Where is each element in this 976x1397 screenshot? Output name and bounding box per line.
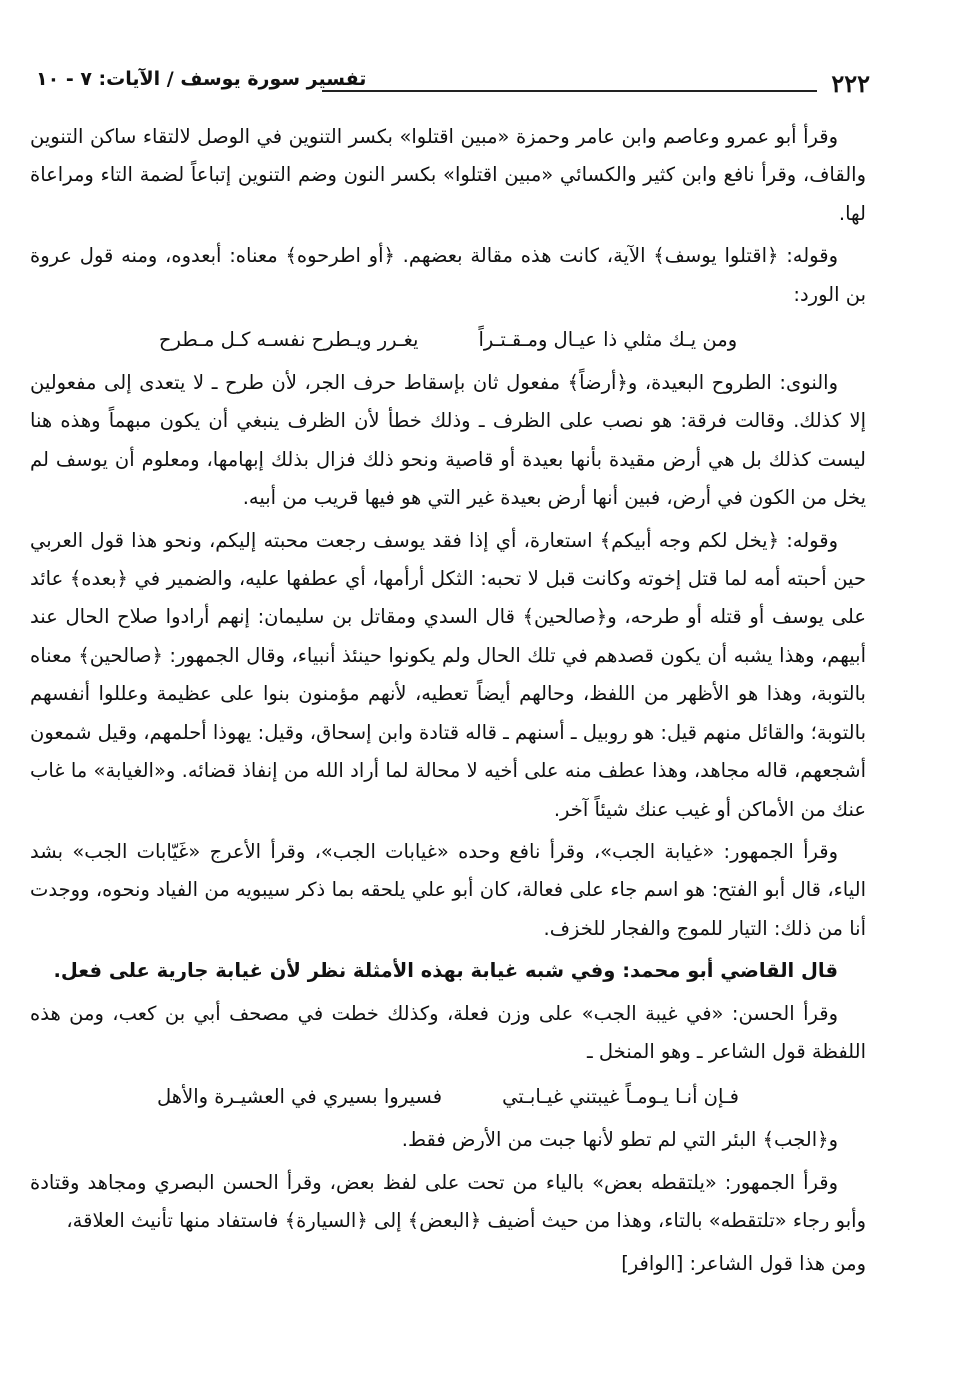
header-rule (322, 90, 817, 92)
paragraph-readings-mubin: وقرأ أبو عمرو وعاصم وابن عامر وحمزة «مبين اقتلوا» بكسر التنوين في الوصل لالتقاء ساكن التنوين والقاف، وقرأ نافع وابن كثير والكسائي «مبين اقتلوا» بكسر النون وضم التنوين إتباعاً لضمة التاء ومراعاة لها. (30, 125, 866, 225)
running-title: تفسير سورة يوسف / الآيات: ٧ - ١٠ (36, 68, 367, 90)
paragraph-al-hasan-reading: وقرأ الحسن: «في غيبة الجب» على وزن فعلة، وكذلك خطت في مصحف أبي بن كعب، ومن هذه اللفظة قول الشاعر ـ وهو المنخل ـ (30, 1001, 866, 1063)
paragraph-qadi-abu-muhammad: قال القاضي أبو محمد: وفي شبه غيابة بهذه الأمثلة نظر لأن غيابة جارية على فعل. (53, 959, 838, 983)
verse-urwa (30, 320, 866, 360)
verse-munakhkhal (30, 1077, 866, 1117)
verse-second-hemistich: فسيروا بسيري في العشيـرة والأهل (157, 1085, 443, 1109)
paragraph-yaltaqithu: وقرأ الجمهور: «يلتقطه بعض» بالياء من تحت على لفظ بعض، وقرأ الحسن البصري ومجاهد وقتادة وأبو رجاء «تلتقطه» بالتاء، وهذا من حيث أضيف ﴿البعض﴾ إلى ﴿السيارة﴾ فاستفاد منها تأنيث العلاقة، (30, 1170, 866, 1233)
verse-second-hemistich: يغـرر ويـطرح نفسـه كـل مـطرح (158, 328, 419, 352)
paragraph-uqtulu-yusuf: وقوله: ﴿اقتلوا يوسف﴾ الآية، كانت هذه مقالة بعضهم. ﴿أو اطرحوه﴾ معناه: أبعدوه، ومنه قول عروة بن الورد: (30, 244, 866, 306)
verse-first-hemistich: ومن يـك مثلي ذا عيـال ومـقـتـراً (478, 328, 738, 352)
verse-first-hemistich: فـإن أنـا يـومـاً غيبتني غيـابـتي (502, 1085, 739, 1109)
page-number: ٢٢٢ (831, 69, 870, 98)
page-body (30, 118, 866, 1287)
paragraph-ghayabat-al-jubb: وقرأ الجمهور: «غيابة الجب»، وقرأ نافع وحده «غيابات الجب»، وقرأ الأعرج «غَيّابات الجب» بشد الياء، قال أبو الفتح: هو اسم جاء على فعالة، كان أبو علي يلحقه بما ذكر سيبويه من الفياد ونحوه، ووجدت أنا من ذلك: التيار للموج والفجار للخزف. (30, 839, 866, 940)
paragraph-nawa: والنوى: الطروح البعيدة، و﴿أرضاً﴾ مفعول ثان بإسقاط حرف الجر، لأن طرح ـ لا يتعدى إلى مفعولين إلا كذلك. وقالت فرقة: هو نصب على الظرف ـ وذلك خطأ لأن الظرف ينبغي أن يكون مبهماً وهذه هنا ليست كذلك بل هي أرض مقيدة بأنها بعيدة أو قاصية ونحو ذلك فزال بذلك إبهامها، ومعلوم أن يوسف لم يخل من الكون في أرض، فبين أنها أرض بعيدة غير التي هو فيها قريب من أبيه. (30, 371, 866, 510)
paragraph-yakhlu-lakum: وقوله: ﴿يخل لكم وجه أبيكم﴾ استعارة، أي إذا فقد يوسف رجعت محبته إليكم، ونحو هذا قول العربي حين أحبته أمه لما قتل إخوته وكانت قبل لا تحبه: الثكل أرأمها، أي عطفها عليه، والضمير في ﴿بعده﴾ عائد على يوسف أو قتله أو طرحه، و﴿صالحين﴾ قال السدي ومقاتل بن سليمان: إنهم أرادوا صلاح الحال عند أبيهم، وهذا يشبه أن يكون قصدهم في تلك الحال ولم يكونوا حينئذ أنبياء، وقال الجمهور: ﴿صالحين﴾ معناه بالتوبة، وهذا هو الأظهر من اللفظ، وحالهم أيضاً تعطيه، لأنهم مؤمنون بنوا على عظيمة وعللوا أنفسهم بالتوبة؛ والقائل منهم قيل: هو روبيل ـ أسنهم ـ قاله قتادة وابن إسحاق، وقيل: يهوذا أحلمهم، وقيل شمعون أشجعهم، قاله مجاهد، وهذا عطف منه على أخيه لا محالة لما أراد الله من إنفاذ قضائه. و«الغيابة» ما غاب عنك من الأماكن أو غيب عنك شيئاً آخر. (30, 528, 866, 821)
paragraph-al-wafir: ومن هذا قول الشاعر: [الوافر] (621, 1251, 866, 1275)
paragraph-al-jubb: و﴿الجب﴾ البئر التي لم تطو لأنها جبت من الأرض فقط. (401, 1128, 838, 1152)
